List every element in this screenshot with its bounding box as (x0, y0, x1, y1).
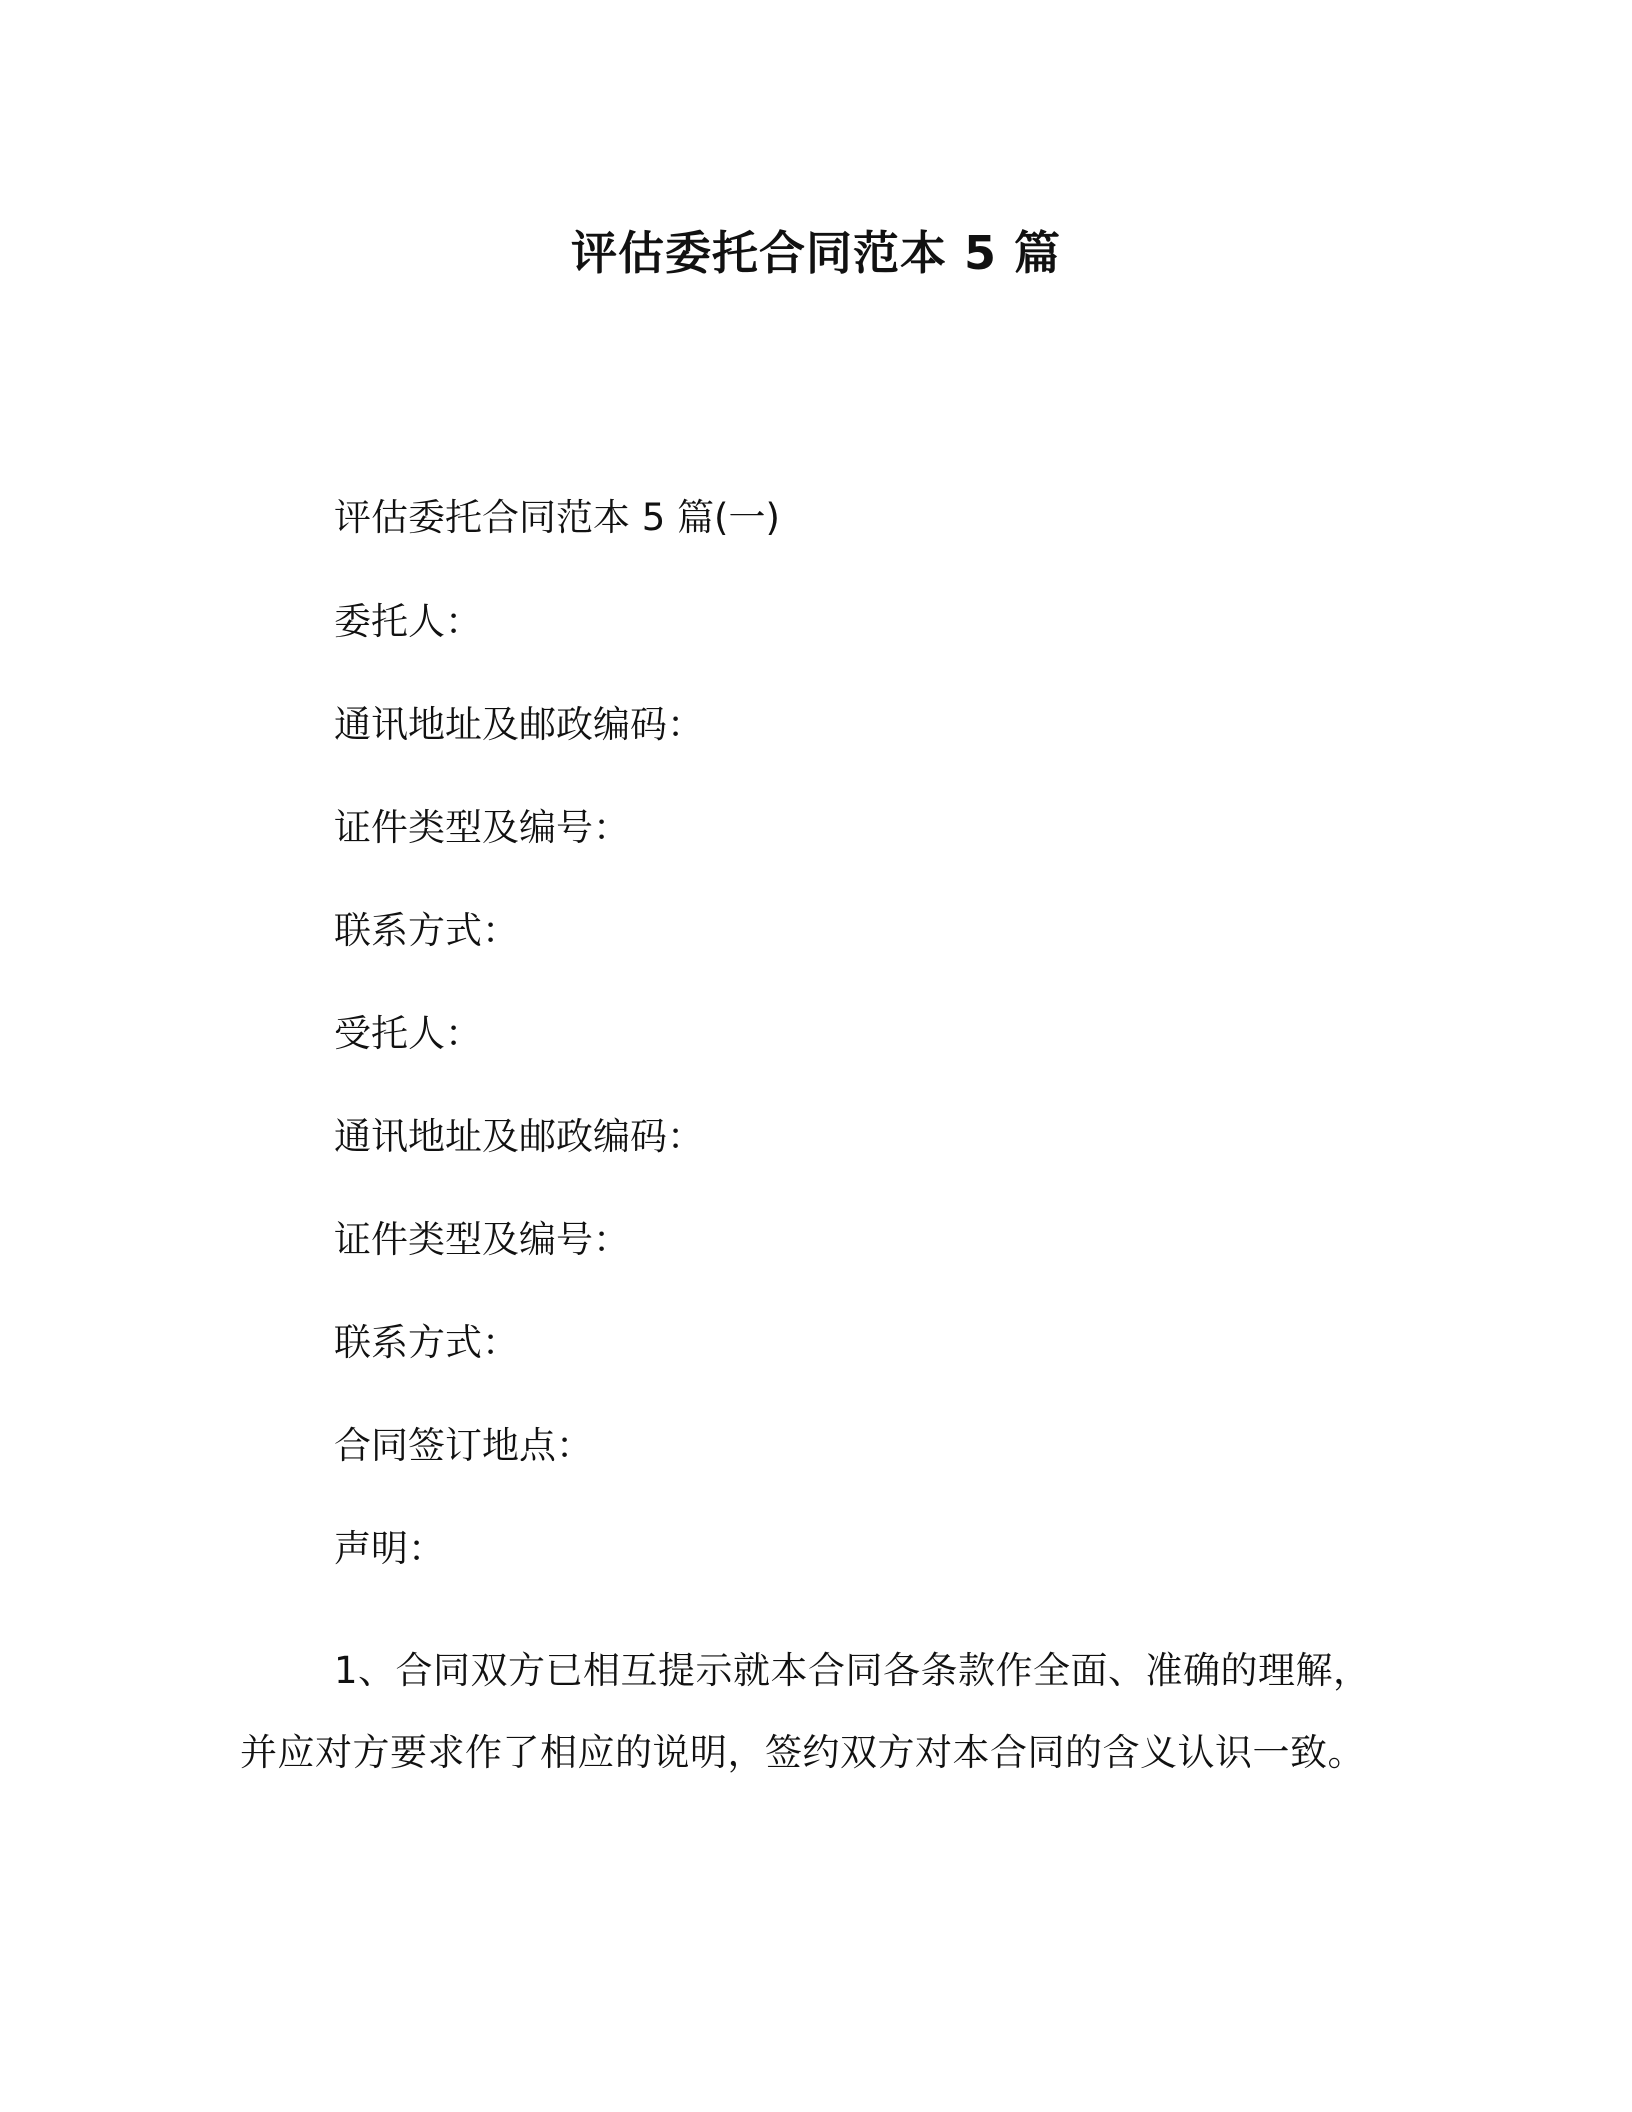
field-trustee: 受托人： (334, 1012, 482, 1055)
field-trustee-address: 通讯地址及邮政编码： (334, 1115, 704, 1158)
field-client-address: 通讯地址及邮政编码： (334, 703, 704, 746)
field-client-contact: 联系方式： (334, 909, 519, 952)
document-title: 评估委托合同范本 5 篇 (570, 226, 1062, 280)
field-trustee-id: 证件类型及编号： (334, 1218, 630, 1261)
clause-1-paragraph: 1、合同双方已相互提示就本合同各条款作全面、准确的理解，并应对方要求作了相应的说明，签约双方对本合同的含义认识一致。 (240, 1649, 1371, 1774)
section-heading: 评估委托合同范本 5 篇(一) (334, 496, 780, 539)
field-client: 委托人： (334, 600, 482, 643)
field-signing-place: 合同签订地点： (334, 1424, 593, 1467)
field-trustee-contact: 联系方式： (334, 1321, 519, 1364)
field-client-id: 证件类型及编号： (334, 806, 630, 849)
field-declaration: 声明： (334, 1527, 445, 1570)
